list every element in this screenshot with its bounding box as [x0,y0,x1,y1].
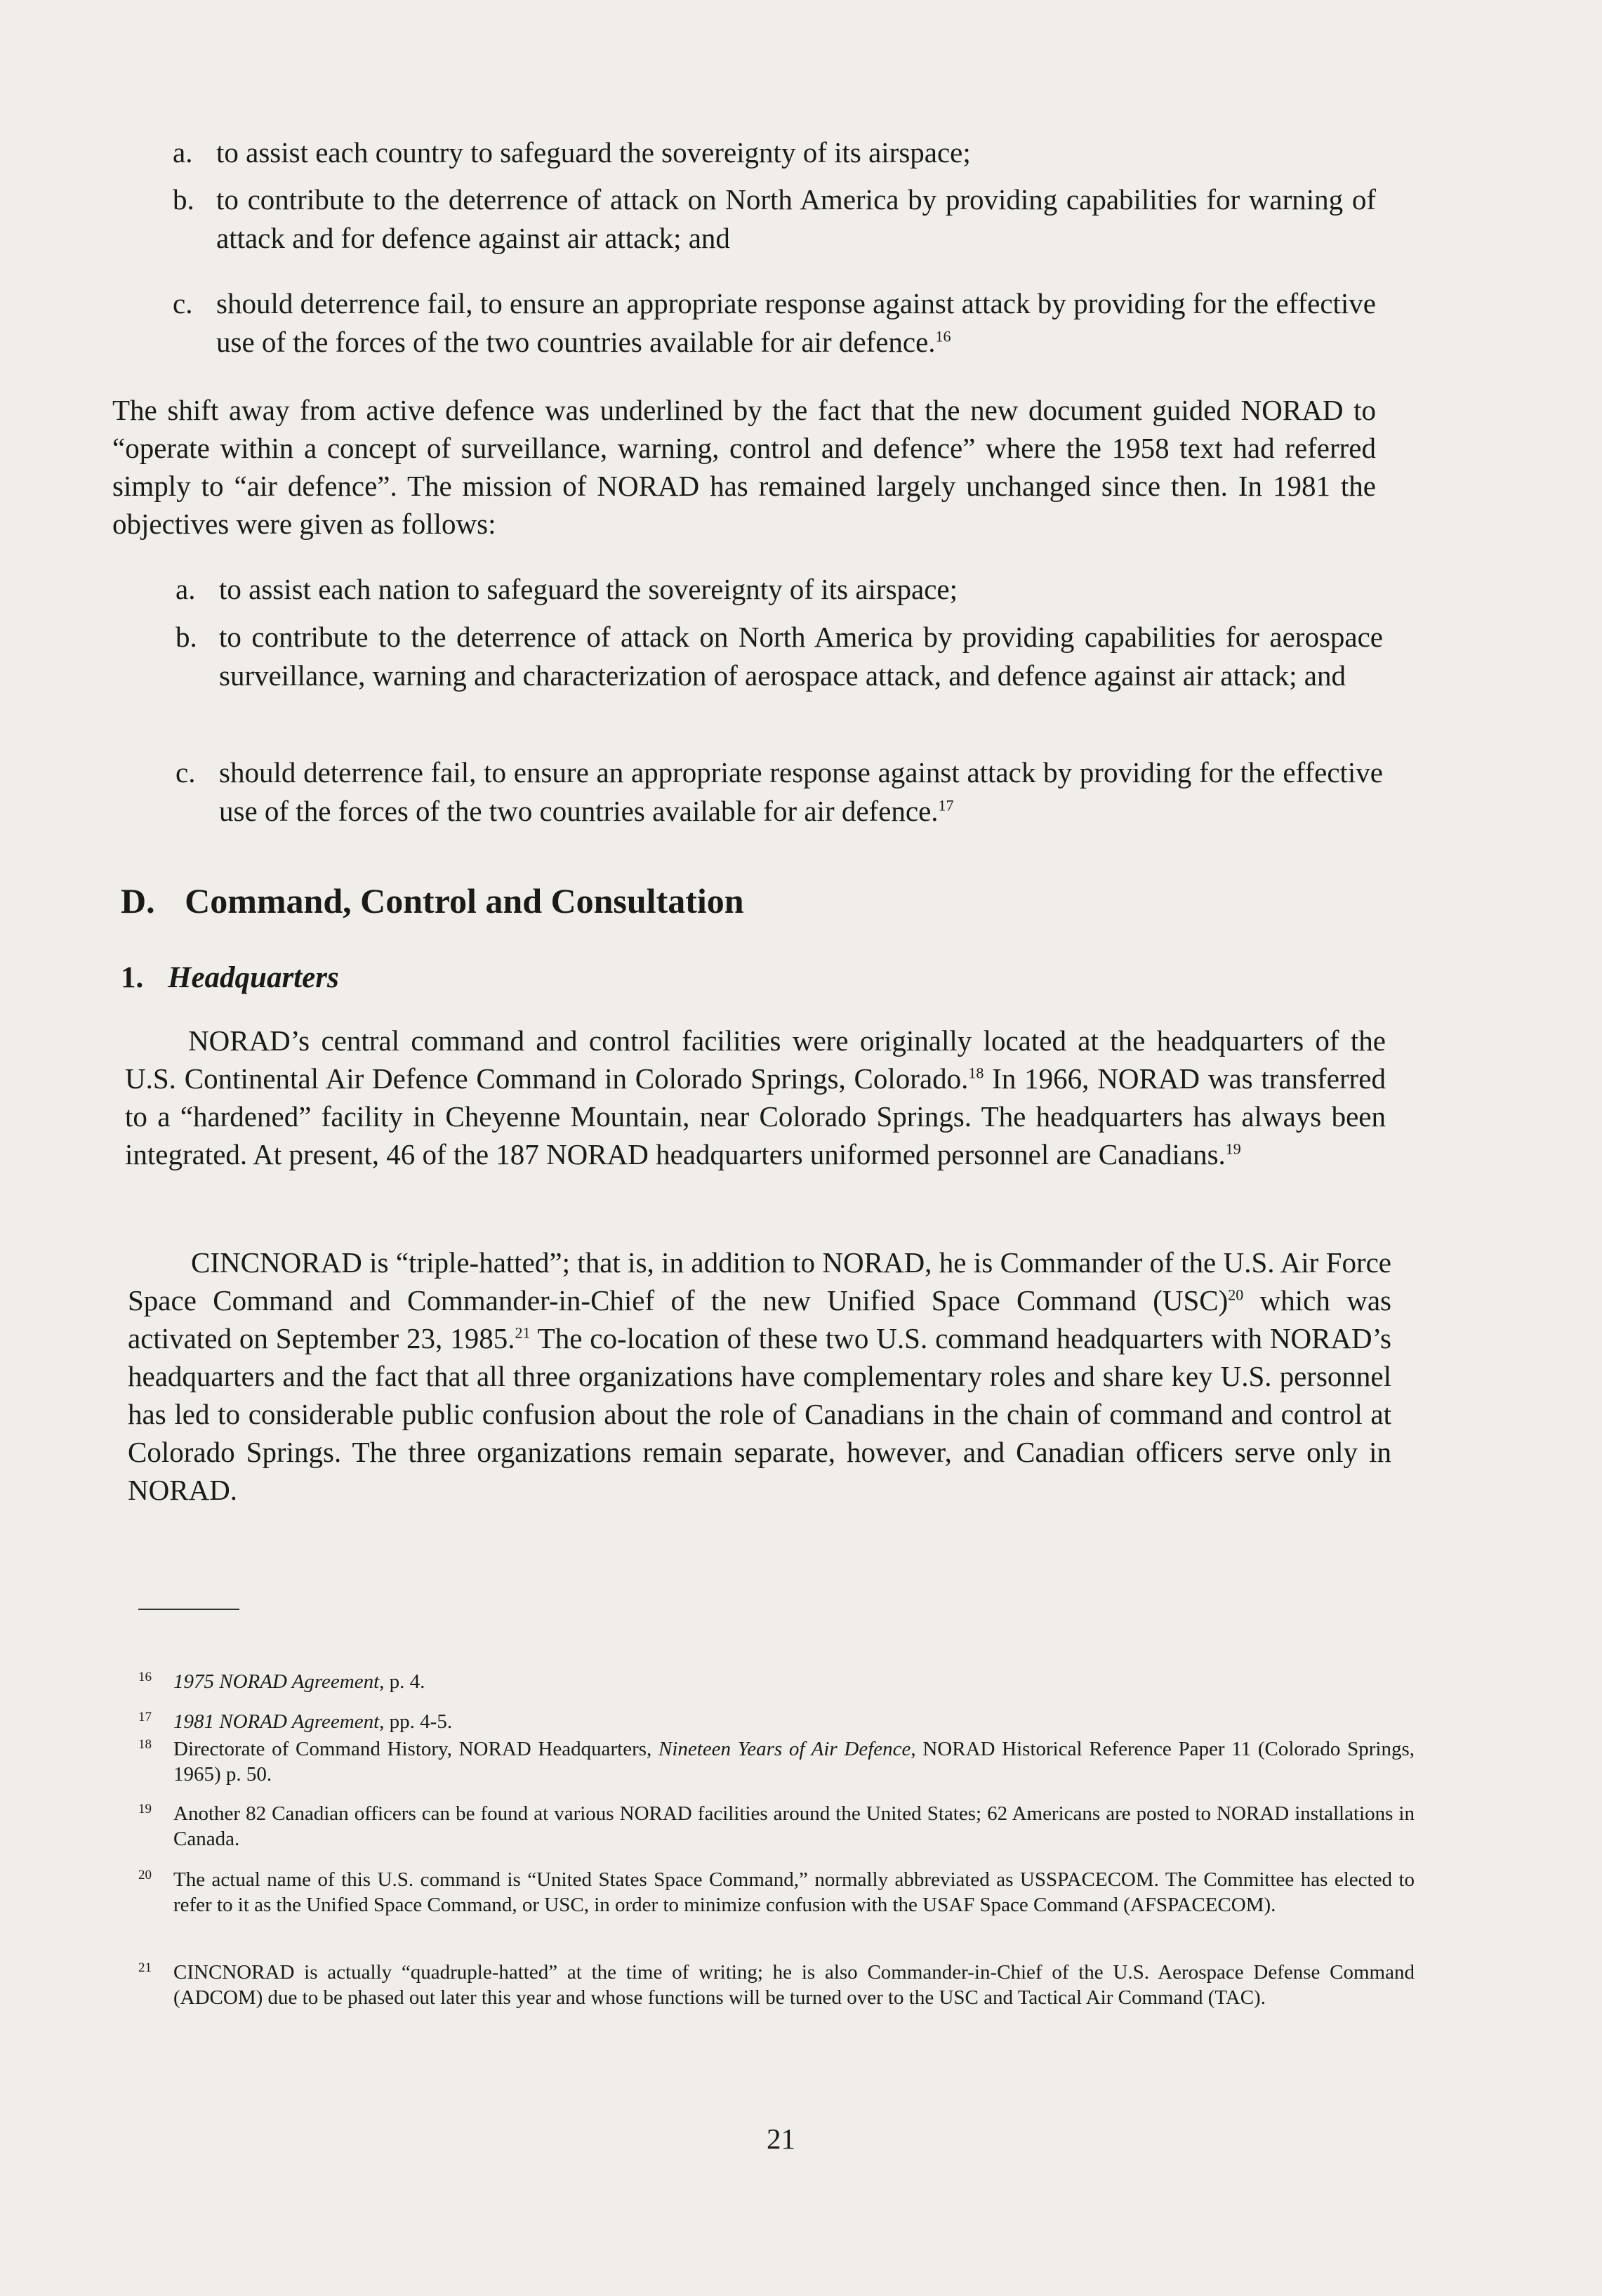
list-item-body: should deterrence fail, to ensure an appropriate response against attack by providing for the effective use of the forces of the two countries available for air defence. [216,287,1376,358]
list-item-text: to contribute to the deterrence of attack on North America by providing capabilities for warning of attack and for defence against air attack; and [216,183,1376,254]
footnote-number: 16 [138,1670,152,1684]
list-item-text: to contribute to the deterrence of attack on North America by providing capabilities for aerospace surveillance, warning and characterization of aerospace attack, and defence against air attack; and [219,621,1383,692]
paragraph [128,1243,1391,1509]
footnote [138,1709,1415,1734]
paragraph-text: In 1966, NORAD was transferred to a “hardened” facility in Cheyenne Mountain, near Colorado Springs. The headquarters has always been integrated. At present, 46 of the 187 NORAD headquarters uniformed personnel are Canadians. [125,1062,1386,1170]
footnote-text: Another 82 Canadian officers can be found at various NORAD facilities around the United States; 62 Americans are posted to NORAD installations in Canada. [173,1802,1415,1850]
footnote-ref: 18 [968,1064,984,1082]
paragraph [125,1022,1386,1173]
list-marker: b. [176,621,197,653]
subsection-heading [121,961,339,995]
footnote-number: 18 [138,1737,152,1752]
footnote-number: 19 [138,1802,152,1816]
section-heading [121,880,744,921]
list-item [176,618,1383,695]
subsection-title: Headquarters [168,961,339,994]
footnote-title: 1975 NORAD Agreement [173,1670,380,1693]
footnote-number: 20 [138,1868,152,1882]
list-item [173,180,1376,258]
paragraph: The shift away from active defence was underlined by the fact that the new document guided NORAD to “operate within a concept of surveillance, warning, control and defence” where the 1958 text had referred simply to “air defence”. The mission of NORAD has remained largely unchanged since then. In 1981 the objectives were given as follows: [112,394,1376,540]
list-item [176,753,1383,831]
footnote-number: 21 [138,1960,152,1975]
footnote-title: 1981 NORAD Agreement [173,1710,380,1733]
footnote-text: , pp. 4-5. [379,1710,453,1733]
footnote-text: The actual name of this U.S. command is “United States Space Command,” normally abbreviated as USSPACECOM. The Committee has elected to refer to it as the Unified Space Command, or USC, in order to minimize confusion with the USAF Space Command (AFSPACECOM). [173,1868,1415,1916]
footnote-ref: 16 [935,327,951,345]
list-marker: b. [173,183,194,216]
footnote-text: Directorate of Command History, NORAD Headquarters, [173,1738,658,1760]
footnote [138,1867,1415,1918]
list-marker: c. [173,287,193,319]
footnote [138,1736,1415,1787]
paragraph-text: which was activated on September 23, 1985. [128,1284,1391,1354]
page-number: 21 [767,2123,795,2155]
footnote [138,1801,1415,1852]
list-item-body: should deterrence fail, to ensure an appropriate response against attack by providing for the effective use of the forces of the two countries available for air defence. [219,756,1383,827]
paragraph-text: The co-location of these two U.S. command headquarters with NORAD’s headquarters and the fact that all three organizations have complementary roles and share key U.S. personnel has led to considerable public confusion about the role of Canadians in the chain of command and control at Colorado Springs. The three organizations remain separate, however, and Canadian officers serve only in NORAD. [128,1322,1392,1506]
section-letter: D. [121,881,155,921]
paragraph-text: NORAD’s central command and control facilities were originally located at the headquarters of the U.S. Continental Air Defence Command in Colorado Springs, Colorado. [125,1024,1386,1095]
footnote-text: , p. 4. [379,1670,425,1693]
list-item-text [216,284,1376,362]
list-item-text: to assist each nation to safeguard the sovereignty of its airspace; [219,573,958,605]
list-item-text [219,753,1383,831]
footnote-title: Nineteen Years of Air Defence [658,1738,911,1760]
list-item [176,570,1383,609]
footnote-ref: 17 [938,796,954,814]
list-marker: a. [176,573,196,605]
paragraph-text: CINCNORAD is “triple-hatted”; that is, in addition to NORAD, he is Commander of the U.S. Air Force Space Command and Commander-in-Chief of the new Unified Space Command (USC) [128,1246,1391,1317]
footnote-ref: 21 [515,1324,531,1342]
list-marker: c. [176,756,196,789]
footnote-text: , NORAD Historical Reference Paper 11 (Colorado Springs, 1965) p. 50. [173,1738,1415,1786]
section-title: Command, Control and Consultation [185,881,744,921]
subsection-number: 1. [121,961,144,994]
list-item [173,133,1376,172]
footnote-divider [138,1609,239,1610]
footnote-ref: 19 [1225,1140,1241,1158]
footnote [138,1960,1415,2010]
footnote [138,1669,1415,1694]
footnote-text: CINCNORAD is actually “quadruple-hatted” at the time of writing; he is also Commander-in-Chief of the U.S. Aerospace Defense Command (ADCOM) due to be phased out later this year and whose functions will be turned over to the USC and Tactical Air Command (TAC). [173,1961,1415,2009]
footnote-number: 17 [138,1710,152,1724]
list-marker: a. [173,136,193,169]
list-item [173,284,1376,362]
list-item-text: to assist each country to safeguard the sovereignty of its airspace; [216,136,971,169]
footnote-ref: 20 [1228,1286,1244,1304]
